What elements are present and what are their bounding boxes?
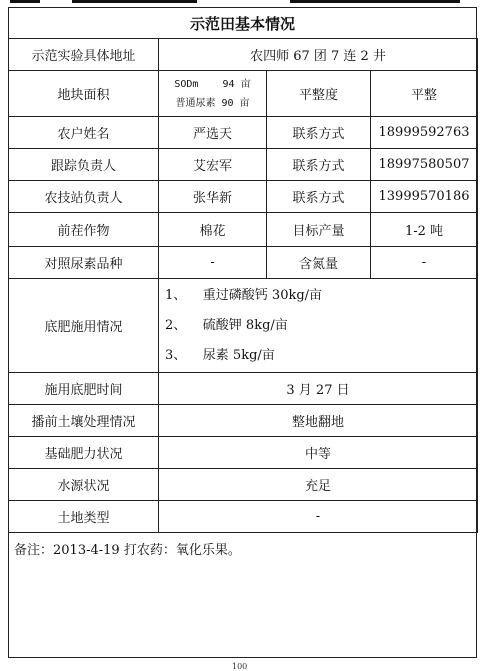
row-farmer [9,117,478,149]
target-label: 目标产量 [267,213,371,247]
land-type-label: 土地类型 [9,501,159,533]
row-fert-time [9,373,478,405]
area-sodm: SODm 94 亩 [174,78,251,90]
row-water [9,469,478,501]
fert-time-label: 施用底肥时间 [9,373,159,405]
nitrogen-value: - [371,247,478,279]
row-soil-treatment [9,405,478,437]
station-contact-label: 联系方式 [267,181,371,213]
tracker-name: 艾宏军 [159,149,267,181]
row-crop [9,213,478,247]
soil-treatment-label: 播前土壤处理情况 [9,405,159,437]
row-address [9,39,478,71]
water-value: 充足 [159,469,478,501]
top-rule-mid [72,0,197,3]
fert-time-value: 3 月 27 日 [159,373,478,405]
remark-text: 备注：2013-4-19 打农药：氧化乐果。 [14,543,241,558]
base-fertilizer-label: 底肥施用情况 [9,279,159,373]
crop-label: 前茬作物 [9,213,159,247]
area-urea: 普通尿素 90 亩 [175,97,250,109]
top-rule-right [290,0,460,3]
base-fertilizer-list [159,279,478,373]
row-land-type [9,501,478,533]
station-phone: 13999570186 [371,181,478,213]
flatness-label: 平整度 [267,71,371,117]
station-name: 张华新 [159,181,267,213]
row-base-fertilizer [9,279,478,373]
fertilizer-item: 3、 尿素 5kg/亩 [165,347,275,363]
tracker-phone: 18997580507 [371,149,478,181]
flatness-value: 平整 [371,71,478,117]
tracker-label: 跟踪负责人 [9,149,159,181]
area-label: 地块面积 [9,71,159,117]
row-tracker [9,149,478,181]
crop-value: 棉花 [159,213,267,247]
page-title: 示范田基本情况 [189,14,295,33]
row-fertility [9,437,478,469]
urea-value: - [159,247,267,279]
water-label: 水源状况 [9,469,159,501]
row-urea [9,247,478,279]
fertility-label: 基础肥力状况 [9,437,159,469]
row-area [9,71,478,117]
urea-label: 对照尿素品种 [9,247,159,279]
farmer-phone: 18999592763 [371,117,478,149]
land-type-value: - [159,501,478,533]
station-label: 农技站负责人 [9,181,159,213]
address-label: 示范实验具体地址 [9,39,159,71]
fertility-value: 中等 [159,437,478,469]
soil-treatment-value: 整地翻地 [159,405,478,437]
page-number: 100 [232,662,248,671]
address-value: 农四师 67 团 7 连 2 井 [159,39,478,71]
row-station [9,181,478,213]
farmer-label: 农户姓名 [9,117,159,149]
tracker-contact-label: 联系方式 [267,149,371,181]
nitrogen-label: 含氮量 [267,247,371,279]
target-value: 1-2 吨 [371,213,478,247]
fertilizer-item: 2、 硫酸钾 8kg/亩 [165,317,288,333]
top-rule-left [10,0,40,3]
fertilizer-item: 1、 重过磷酸钙 30kg/亩 [165,287,323,303]
area-values [159,71,267,117]
farmer-contact-label: 联系方式 [267,117,371,149]
info-table [8,38,478,533]
farmer-name: 严选天 [159,117,267,149]
